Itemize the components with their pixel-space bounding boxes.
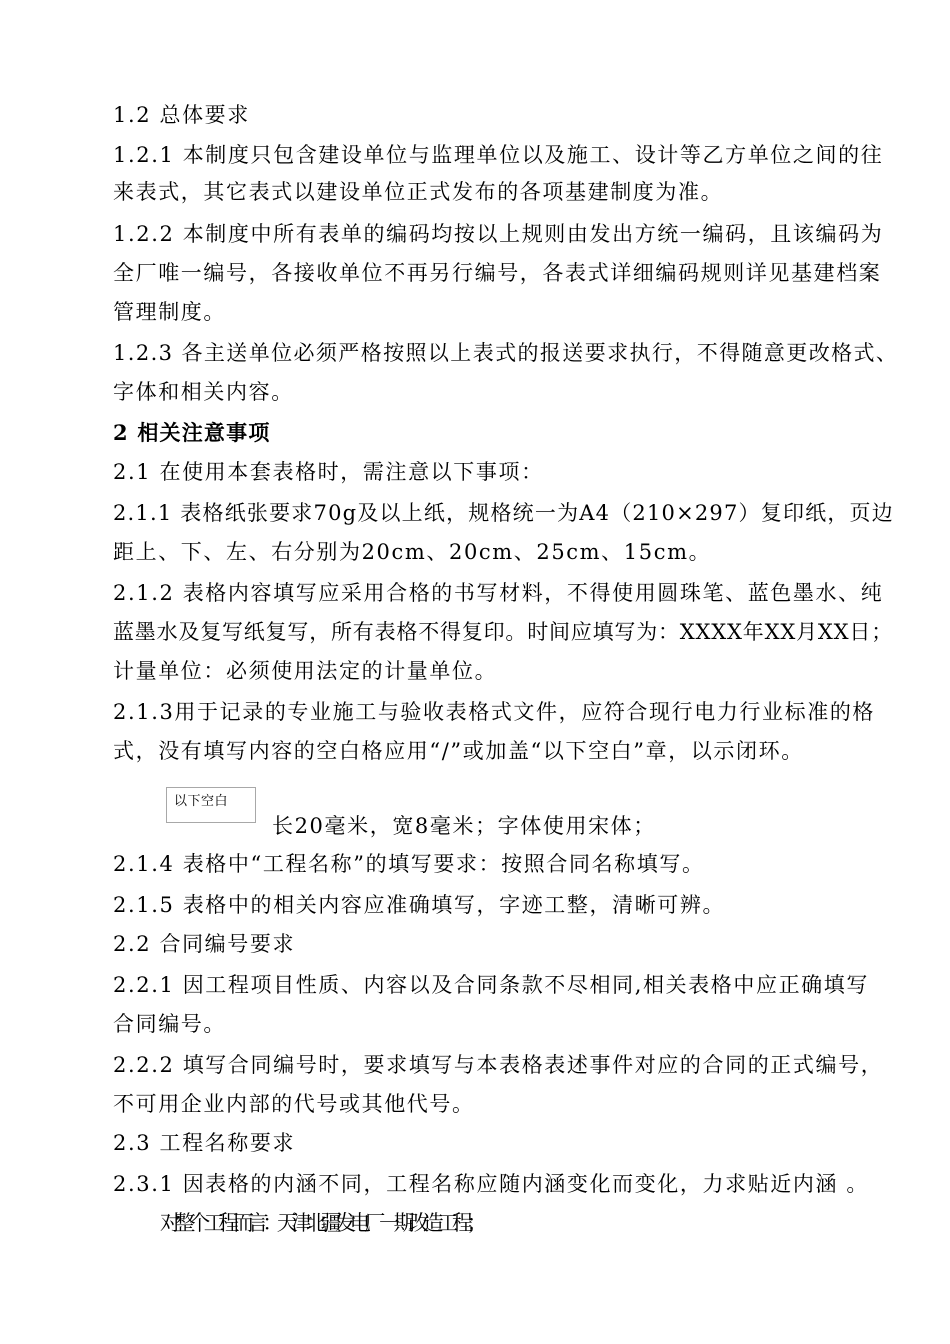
- paragraph-line: 来表式，其它表式以建设单位正式发布的各项基建制度为准。: [113, 180, 724, 204]
- paragraph-line: 1.2.3 各主送单位必须严格按照以上表式的报送要求执行，不得随意更改格式、: [113, 341, 899, 365]
- paragraph-line: 2.2.2 填写合同编号时，要求填写与本表格表述事件对应的合同的正式编号，: [113, 1053, 884, 1077]
- paragraph-line: 2.1.2 表格内容填写应采用合格的书写材料，不得使用圆珠笔、蓝色墨水、纯: [113, 581, 884, 605]
- paragraph-line: 2.1 在使用本套表格时，需注意以下事项：: [113, 460, 544, 484]
- paragraph-line: 对整个工程而言：天津北疆发电厂一期改造工程；: [160, 1211, 482, 1235]
- section-heading-2-3: 2.3 工程名称要求: [113, 1131, 296, 1155]
- paragraph-line: 管理制度。: [113, 300, 226, 324]
- paragraph-line: 1.2.1 本制度只包含建设单位与监理单位以及施工、设计等乙方单位之间的往: [113, 143, 884, 167]
- paragraph-line: 全厂唯一编号，各接收单位不再另行编号，各表式详细编码规则详见基建档案: [113, 261, 882, 285]
- paragraph-line: 2.3.1 因表格的内涵不同，工程名称应随内涵变化而变化，力求贴近内涵 。: [113, 1172, 869, 1196]
- paragraph-line: 不可用企业内部的代号或其他代号。: [113, 1092, 475, 1116]
- section-heading-2-2: 2.2 合同编号要求: [113, 932, 296, 956]
- paragraph-line: 计量单位：必须使用法定的计量单位。: [113, 659, 498, 683]
- paragraph-line: 字体和相关内容。: [113, 380, 294, 404]
- stamp-sample-box: [166, 787, 256, 823]
- section-heading-2: 2 相关注意事项: [113, 420, 271, 445]
- paragraph-line: 2.2.1 因工程项目性质、内容以及合同条款不尽相同,相关表格中应正确填写: [113, 973, 869, 997]
- stamp-spec-text: 长20毫米，宽8毫米；字体使用宋体；: [272, 814, 656, 838]
- stamp-sample-label: 以下空白: [174, 794, 229, 809]
- paragraph-line: 2.1.4 表格中“工程名称”的填写要求：按照合同名称填写。: [113, 852, 705, 876]
- paragraph-line: 2.1.3用于记录的专业施工与验收表格式文件，应符合现行电力行业标准的格: [113, 700, 876, 724]
- section-heading-1-2: 1.2 总体要求: [113, 103, 250, 127]
- paragraph-line: 式，没有填写内容的空白格应用“/”或加盖“以下空白”章，以示闭环。: [113, 739, 804, 763]
- paragraph-line: 蓝墨水及复写纸复写，所有表格不得复印。时间应填写为：XXXX年XX月XX日；: [113, 620, 893, 644]
- paragraph-line: 2.1.1 表格纸张要求70g及以上纸，规格统一为A4（210×297）复印纸，页边: [113, 501, 894, 525]
- paragraph-line: 1.2.2 本制度中所有表单的编码均按以上规则由发出方统一编码，且该编码为: [113, 222, 884, 246]
- paragraph-line: 合同编号。: [113, 1012, 226, 1036]
- paragraph-line: 距上、下、左、右分别为20cm、20cm、25cm、15cm。: [113, 540, 712, 564]
- paragraph-line: 2.1.5 表格中的相关内容应准确填写，字迹工整，清晰可辨。: [113, 893, 726, 917]
